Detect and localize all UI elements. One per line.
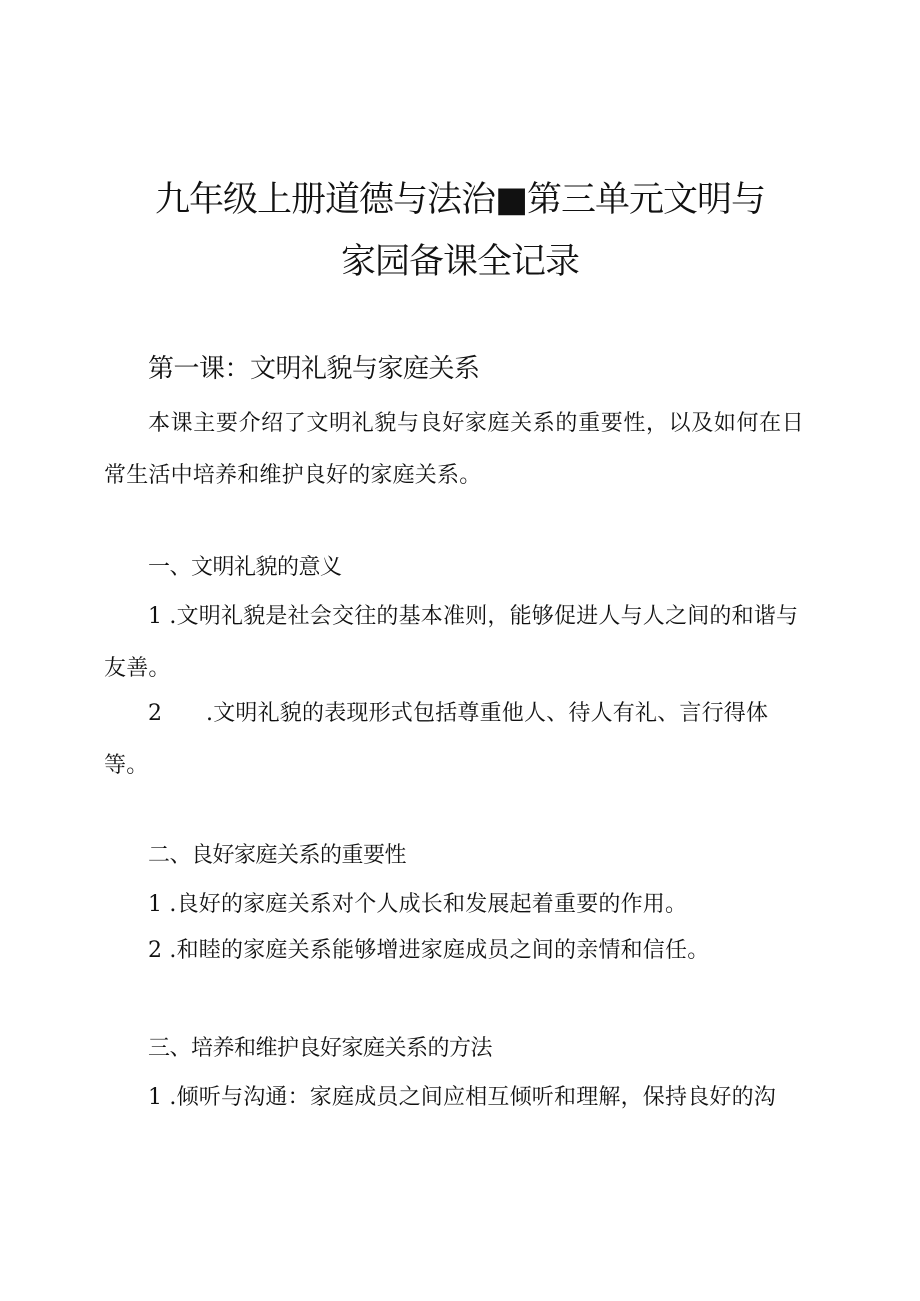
item-number: 1: [148, 1085, 163, 1110]
item-text: .倾听与沟通：家庭成员之间应相互倾听和理解，保持良好的沟: [169, 1085, 777, 1110]
list-item: [104, 1072, 806, 1124]
item-number: 1: [148, 604, 163, 629]
item-text: .良好的家庭关系对个人成长和发展起着重要的作用。: [169, 892, 688, 917]
document-title-line-2: 家园备课全记录: [340, 242, 579, 282]
section-heading-2: 二、良好家庭关系的重要性: [148, 843, 407, 868]
item-number: 2: [148, 701, 163, 726]
list-item: [104, 591, 806, 695]
item-text: .文明礼貌是社会交往的基本准则，能够促进人与人之间的和谐与友善。: [104, 604, 799, 681]
item-number: 1: [148, 892, 163, 917]
item-text: .文明礼貌的表现形式包括尊重他人、待人有礼、言行得体等。: [104, 701, 769, 778]
item-text: .和睦的家庭关系能够增进家庭成员之间的亲情和信任。: [169, 938, 710, 963]
section-heading-3: 三、培养和维护良好家庭关系的方法: [148, 1036, 493, 1061]
lesson-heading: 第一课：文明礼貌与家庭关系: [148, 354, 480, 384]
list-item: [104, 925, 806, 977]
list-item: [104, 688, 806, 792]
lesson-intro: 本课主要介绍了文明礼貌与良好家庭关系的重要性，以及如何在日常生活中培养和维护良好的家庭关系。: [104, 411, 804, 488]
item-number: 2: [148, 938, 163, 963]
section-heading-1: 一、文明礼貌的意义: [148, 555, 342, 580]
list-item: [104, 879, 806, 931]
document-title-line-1: 九年级上册道德与法治■第三单元文明与: [154, 180, 766, 220]
